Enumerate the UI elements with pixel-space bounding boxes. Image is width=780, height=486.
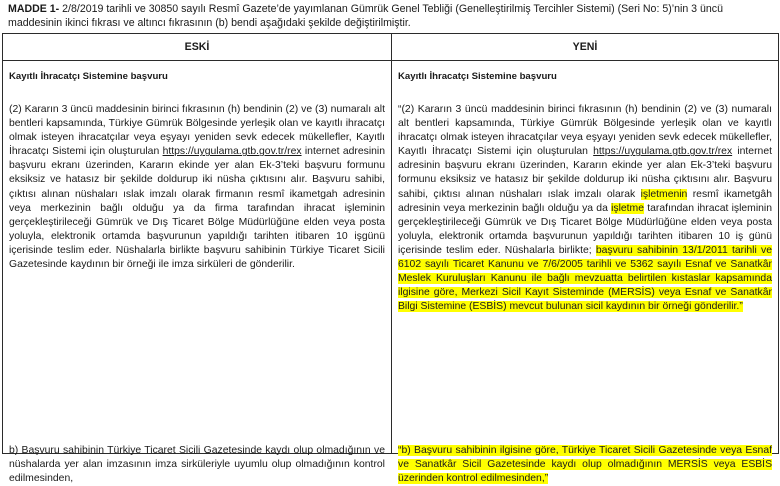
- old-cell: [3, 61, 392, 485]
- old-section-title: Kayıtlı İhracatçı Sistemine başvuru: [9, 71, 168, 82]
- highlight-sicil-kaydi: başvuru sahibinin 13/1/2011 tarihli ve 6102 sayılı Ticaret Kanunu ve 7/6/2005 tarihli ve 5362 sayılı Esnaf ve Sanatkâr Meslek Kuruluşları Kanunu ile bağlı mevzuatta belirtilen kıstaslar kapsamında ilgisine göre, Merkezi Sicil Kayıt Sisteminde (MERSİS) veya Esnaf ve Sanatkâr Bilgi Sistemine (ESBİS) mevcut bulunan sicil kaydının bir örneği gönderilir.”: [398, 244, 772, 313]
- old-p2-text-a: (2) Kararın 3 üncü maddesinin birinci fıkrasının (h) bendinin (2) ve (3) numaralı alt bentleri kapsamında, Türkiye Gümrük Bölgesinde yerleşik olan ve kayıtlı ihracatçı olmak isteyen ihracatçılar veya eşyayı yeniden sevk edecek mükellefler, Kayıtlı İhracatçı Sistemi için oluşturulan: [9, 104, 385, 158]
- new-rex-link[interactable]: https://uygulama.gtb.gov.tr/rex: [593, 146, 733, 158]
- old-rex-link[interactable]: https://uygulama.gtb.gov.tr/rex: [162, 146, 302, 158]
- new-paragraph-2: [398, 103, 772, 314]
- highlight-paragraph-b: “b) Başvuru sahibinin ilgisine göre, Türkiye Ticaret Sicili Gazetesinde veya Esnaf ve Sanatkâr Sicil Gazetesinde kaydı olup olmadığının MERSİS veya ESBİS üzerinden kontrol edilmesinden,”: [398, 445, 772, 485]
- comparison-table: [2, 33, 779, 485]
- old-paragraph-2: [9, 103, 385, 272]
- new-p2-text-a: “(2) Kararın 3 üncü maddesinin birinci fıkrasının (h) bendinin (2) ve (3) numaralı alt bentleri kapsamında, Türkiye Gümrük Bölgesinde yerleşik olan ve kayıtlı ihracatçı olmak isteyen ihracatçılar veya eşyayı yeniden sevk edecek mükellefler, Kayıtlı İhracatçı Sistemi için oluşturulan: [398, 104, 772, 158]
- new-paragraph-b: [398, 444, 772, 486]
- article-intro-text: 2/8/2019 tarihli ve 30850 sayılı Resmî Gazete’de yayımlanan Gümrük Genel Tebliği (Genelleştirilmiş Tercihler Sistemi) (Seri No: 5)’nin 3 üncü maddesinin ikinci fıkrası ve altıncı fıkrasının (b) bendi aşağıdaki şekilde değiştirilmiştir.: [8, 3, 723, 29]
- header-row: [3, 34, 779, 61]
- new-p2-text-d: tarafından ihracat işleminin gerçekleştirileceği Gümrük ve Dış Ticaret Bölge Müdürlüğüne elden veya posta yoluyla, elektronik ortamda başvurunun yapıldığı tarihten itibaren 10 iş günü içerisinde teslim eder. Nüshalarla birlikte;: [398, 202, 773, 256]
- new-column-header: YENİ: [392, 34, 779, 61]
- old-column-header: ESKİ: [3, 34, 392, 61]
- content-row: [3, 61, 779, 454]
- new-section-title: Kayıtlı İhracatçı Sistemine başvuru: [398, 71, 557, 82]
- new-p2-text-b: internet adresinin başvuru ekranı üzerinden, Kararın ekinde yer alan Ek-3’teki başvuru formunu eksiksiz ve hatasız bir şekilde doldurup iki nüsha çıktısını alır. Başvuru sahibi, çıktısı alınan nüshaları ıslak imzalı olarak: [398, 146, 772, 200]
- old-paragraph-b: b) Başvuru sahibinin Türkiye Ticaret Sicili Gazetesinde kaydı olup olmadığının ve nüshalarda yer alan imzasının imza sirküleriyle uyumlu olup olmadığının kontrol edilmesinden,: [9, 445, 385, 485]
- highlight-isletme: işletme: [611, 202, 644, 214]
- article-label: MADDE 1-: [8, 3, 60, 15]
- highlight-isletmenin: işletmenin: [640, 188, 688, 200]
- new-p2-text-c: resmî ikametgâh adresinin veya merkezinin bağlı olduğu ya da: [398, 188, 772, 214]
- article-intro: [8, 2, 772, 30]
- old-p2-text-b: internet adresinin başvuru ekranı üzerinden, Kararın ekinde yer alan Ek-3’teki başvuru formunu eksiksiz ve hatasız bir şekilde doldurup iki nüsha çıktısını alır. Başvuru sahibi, çıktısı alınan nüshaları ıslak imzalı olarak firmanın resmî ikametgah adresinin veya merkezinin bağlı olduğu ya da firma tarafından ihracat işleminin gerçekleştirileceği Gümrük ve Dış Ticaret Bölge Müdürlüğüne elden veya posta yoluyla, elektronik ortamda başvurunun yapıldığı tarihten itibaren 10 işgünü içerisinde teslim eder. Nüshalarla birlikte başvuru sahibinin Türkiye Ticaret Sicili Gazetesinde kaydının bir örneği ile imza sirküleri de gönderilir.: [9, 146, 385, 271]
- new-cell: [392, 61, 779, 485]
